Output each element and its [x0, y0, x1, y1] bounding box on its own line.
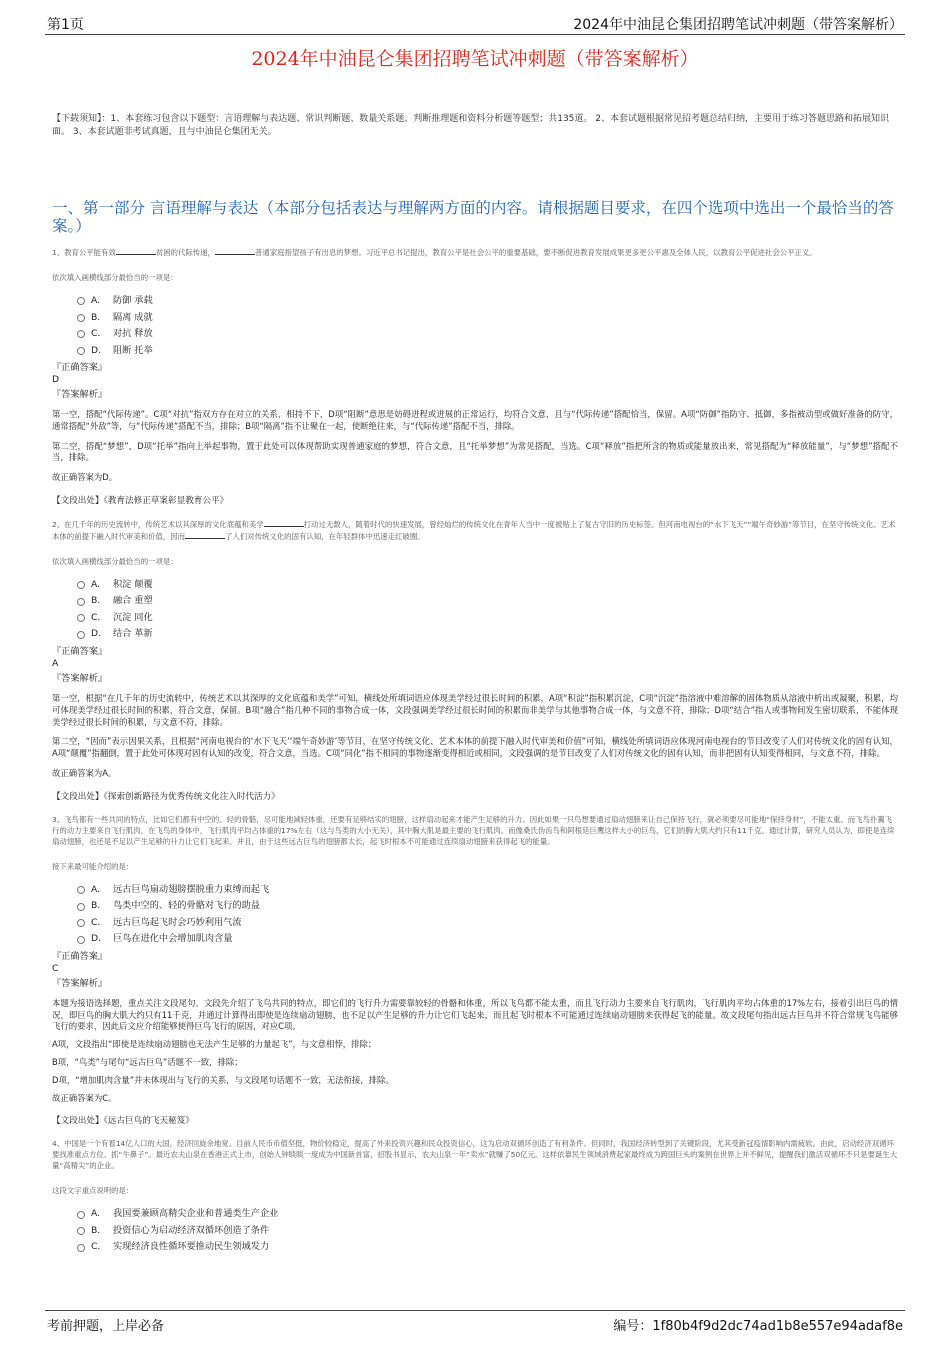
question-4 — [52, 1138, 898, 1256]
option-list — [77, 293, 898, 359]
fill-blank — [215, 246, 255, 255]
option-d[interactable] — [77, 626, 898, 643]
option-text: 我国要兼顾高精尖企业和普通类生产企业 — [113, 1208, 279, 1220]
question-prompt: 这段文字重点说明的是： — [52, 1186, 134, 1196]
option-c[interactable] — [77, 1239, 898, 1256]
option-text: 远古巨鸟扇动翅膀摆脱重力束缚而起飞 — [113, 883, 270, 895]
analysis-label: 『答案解析』 — [52, 977, 108, 989]
fill-blank — [185, 530, 225, 539]
question-stem: 3、飞鸟都有一些共同的特点，比如它们都有中空的、轻的骨骼，尽可能地减轻体重，还要有足够结实的翅膀，这样扇动起来才能产生足够的升力。因此如果一只鸟想要通过扇动翅膀来让自己保持飞行，就必须要尽可能地“保持身材”，不能太重。而飞鸟扑翼飞行的动力主要来自飞行肌肉，在飞鸟的身体中，飞行肌肉平均占体重的17%左右（这与鸟类的大小无关），其中胸大肌是最主要的飞行肌肉。而像桑氏伪齿鸟和阿根廷巨鹰这样大小的巨鸟，它们的胸大肌大约只有11千克。通过计算，研究人员认为，即使是连续扇动翅膀，也还是不足以产生足够的升力让它们飞起来。并且，由于这些远古巨鸟的翅膀都太长，起飞时根本不可能通过连续扇动翅膀来获得起飞的能量。 — [52, 814, 895, 846]
option-text: 实现经济良性循环要推动民生领域发力 — [113, 1241, 270, 1253]
option-letter: B. — [91, 900, 101, 912]
question-prompt: 依次填入画横线部分最恰当的一项是： — [52, 273, 178, 282]
option-list — [77, 577, 898, 643]
option-c[interactable] — [77, 326, 898, 343]
radio-icon[interactable] — [77, 581, 85, 589]
source-citation: 【文段出处】《远古巨鸟的飞天秘笈》 — [52, 1116, 194, 1127]
fill-blank — [116, 246, 156, 255]
radio-icon[interactable] — [77, 919, 85, 927]
radio-icon[interactable] — [77, 1244, 85, 1252]
analysis-paragraph: 故正确答案为A。 — [52, 767, 117, 778]
option-text: 沉淀 同化 — [113, 611, 153, 623]
option-letter: A. — [91, 295, 101, 306]
analysis-paragraph: 第一空，根据“在几千年的历史流转中，传统艺术以其深厚的文化底蕴和美学”可知，横线处所填词语应体现美学经过很长时间的积累，A项“积淀”指积累沉淀，C项“沉淀”指溶液中难溶解的固体物质从溶液中析出或凝聚，积累，均可体现美学经过很长时间的积累，符合文意，保留。B项“融合”指几种不同的事物合成一体，文段强调美学经过很长时间的积累而非美学与其他事物合成一体，与文意不符，排除；D项“结合”指人或事物间发生密切联系，不能体现美学经过很长时间的积累，与文意不符，排除。 — [52, 692, 898, 727]
option-b[interactable] — [77, 310, 898, 327]
correct-answer: C — [52, 962, 59, 974]
analysis-paragraph: B项，“鸟类”与尾句“远古巨鸟”话题不一致，排除； — [52, 1056, 243, 1067]
page-footer — [45, 1310, 905, 1333]
radio-icon[interactable] — [77, 631, 85, 639]
document-title: 2024年中油昆仑集团招聘笔试冲刺题（带答案解析） — [251, 48, 699, 70]
stem-part: 打动过无数人，随着时代的快速发展，曾经灿烂的传统文化在青年人当中一度被贴上了复古守旧的历史标签。但河南电视台的“水下飞天”“端午奇妙游”等节目，在坚守传统文化、艺术本体的前提下融入时代审美和价值，因而 — [52, 519, 896, 541]
stem-part: 了人们对传统文化的固有认知，在年轻群体中迅速走红破圈。 — [225, 531, 425, 541]
question-prompt: 接下来最可能介绍的是： — [52, 861, 134, 871]
source-citation: 【文段出处】《探索创新路径为优秀传统文化注入时代活力》 — [52, 791, 280, 802]
option-a[interactable] — [77, 293, 898, 310]
option-text: 隔离 成就 — [113, 311, 153, 323]
analysis-paragraph: A项，文段指出“即使是连续扇动翅膀也无法产生足够的力量起飞”，与文意相悖，排除； — [52, 1039, 377, 1050]
stem-part: 1、教育公平能有效 — [52, 248, 116, 257]
option-letter: C. — [91, 1241, 101, 1253]
option-text: 投资信心为启动经济双循环创造了条件 — [113, 1224, 270, 1236]
option-letter: B. — [91, 595, 101, 607]
option-letter: A. — [91, 1208, 101, 1220]
option-letter: C. — [91, 916, 101, 928]
correct-answer-label: 『正确答案』 — [52, 950, 108, 962]
radio-icon[interactable] — [77, 598, 85, 606]
source-citation: 【文段出处】《教育法修正草案彰显教育公平》 — [52, 495, 229, 506]
option-list — [77, 1206, 898, 1256]
option-text: 巨鸟在进化中会增加肌肉含量 — [113, 933, 233, 945]
analysis-label: 『答案解析』 — [52, 389, 108, 400]
download-notice: 【下载须知】：1、本套练习包含以下题型：言语理解与表达题、常识判断题、数量关系题、判断推理题和资料分析题等题型；共135道。 2、本套试题根据常见招考题总结归纳，主要用于练习答题思路和拓展知识面。 3、本套试题非考试真题，且与中油昆仑集团无关。 — [52, 114, 889, 137]
header-doc-title: 2024年中油昆仑集团招聘笔试冲刺题（带答案解析） — [573, 17, 903, 33]
option-text: 防御 承载 — [113, 295, 153, 306]
page-number: 第1页 — [47, 17, 84, 33]
stem-part: 贫困的代际传递， — [155, 248, 215, 257]
analysis-paragraph: 第二空，“因而”表示因果关系，且根据“河南电视台的‘水下飞天’‘端午奇妙游’等节目，在坚守传统文化、艺术本体的前提下融入时代审美和价值”可知，横线处所填词语应体现河南电视台的节目改变了人们对传统文化的固有认知，A项“颠覆”指翻倒，置于此处可体现对固有认知的改变，符合文意，当选。C项“同化”指不相同的事物逐渐变得相近或相同，文段强调的是节目改变了人们对传统文化的固有认知，而非把固有认知变得相同，与文意不符，排除。 — [52, 736, 898, 759]
option-text: 远古巨鸟起飞时会巧妙利用气流 — [113, 916, 242, 928]
option-letter: D. — [91, 628, 101, 640]
option-a[interactable] — [77, 577, 898, 594]
option-letter: B. — [91, 311, 101, 323]
correct-answer-label: 『正确答案』 — [52, 362, 108, 373]
question-prompt: 依次填入画横线部分最恰当的一项是： — [52, 556, 178, 566]
option-d[interactable] — [77, 931, 898, 948]
option-c[interactable] — [77, 610, 898, 627]
analysis-paragraph: 故正确答案为C。 — [52, 1092, 117, 1103]
page-header — [45, 10, 905, 35]
option-text: 阻断 托举 — [113, 344, 153, 356]
stem-part: 2、在几千年的历史流转中，传统艺术以其深厚的文化底蕴和美学 — [52, 519, 264, 529]
option-letter: C. — [91, 328, 101, 339]
option-letter: C. — [91, 611, 101, 623]
analysis-paragraph: 第一空，搭配“代际传递”。C项“对抗”指双方存在对立的关系，相持不下，D项“阻断”意思是妨碍进程或进展的正常运行，均符合文意，且与“代际传递”搭配恰当，保留。A项“防御”指防守、抵御，多指被动型或做好准备的防守，通常搭配“外敌”等，与“代际传递”搭配不当，排除；B项“隔离”指不让聚在一起，使断绝往来，与“代际传递”搭配不当，排除。 — [52, 409, 898, 431]
analysis-paragraph: 本题为接语选择题，重点关注文段尾句。文段先介绍了飞鸟共同的特点，即它们的飞行升力需要靠较轻的骨骼和体重，所以飞鸟都不能太重，而且飞行动力主要来自飞行肌肉，飞行肌肉平均占体重的17%左右，接着引出巨鸟的情况，即巨鸟的胸大肌大约只有11千克，并通过计算得出即使是连续扇动翅膀，也不足以产生足够的升力让它们飞起来，而且起飞时根本不可能通过连续扇动翅膀来获得起飞的能量。故文段尾句指出远古巨鸟并不符合常规飞鸟能够飞行的要求，因此后文应介绍能够使得巨鸟飞行的原因，对应C项。 — [52, 997, 898, 1032]
option-text: 对抗 释放 — [113, 328, 153, 339]
radio-icon[interactable] — [77, 1227, 85, 1235]
option-letter: D. — [91, 933, 101, 945]
option-d[interactable] — [77, 343, 898, 360]
option-c[interactable] — [77, 915, 898, 932]
radio-icon[interactable] — [77, 347, 85, 355]
stem-part: 普通家庭指望孩子有出息的梦想。习近平总书记提出，教育公平是社会公平的重要基础，要不断促进教育发展成果更多更公平惠及全体人民，以教育公平促进社会公平正义。 — [254, 248, 817, 257]
question-stem — [52, 518, 898, 542]
question-3 — [52, 814, 898, 1128]
option-letter: B. — [91, 1224, 101, 1236]
radio-icon[interactable] — [77, 886, 85, 894]
option-letter: D. — [91, 344, 101, 356]
option-text: 鸟类中空的、轻的骨骼对飞行的助益 — [113, 900, 260, 912]
fill-blank — [264, 518, 304, 527]
question-1 — [52, 246, 898, 507]
analysis-paragraph: 第二空，搭配“梦想”，D项“托举”指向上举起事物，置于此处可以体现帮助实现普通家庭的梦想，符合文意，且“托举梦想”为常见搭配，当选。C项“释放”指把所含的物质或能量放出来，常见搭配为“释放能量”，与“梦想”搭配不当，排除。 — [52, 440, 898, 463]
analysis-paragraph: 故正确答案为D。 — [52, 472, 118, 483]
correct-answer: A — [52, 657, 59, 669]
option-letter: A. — [91, 883, 101, 895]
question-stem: 4、中国是一个有着14亿人口的大国，经济回旋余地宽。目前人民币币值坚挺，物价较稳定，提高了外来投资兴趣和民众投资信心，这为启动双循环创造了有利条件。但同时，我国经济转型到了关键阶段，尤其受新冠疫情影响内需疲软。由此，启动经济双循环要找准重点方位、抓“牛鼻子”。最近农夫山泉在香港正式上市，创始人钟睒睒一度成为中国新首富，招股书显示，农夫山泉一年“卖水”就赚了50亿元。这样依靠民生领域消费起家最终成为跨国巨头的案例在世界上并不鲜见，提醒我们激活双循环不只是要诞生大量“高精尖”的企业。 — [52, 1139, 898, 1171]
option-a[interactable] — [77, 882, 898, 899]
footer-serial: 编号：1f80b4f9d2dc74ad1b8e557e94adaf8e — [613, 1319, 903, 1334]
radio-icon[interactable] — [77, 903, 85, 911]
option-text: 积淀 颠覆 — [113, 578, 153, 590]
radio-icon[interactable] — [77, 614, 85, 622]
option-b[interactable] — [77, 1223, 898, 1240]
option-list — [77, 882, 898, 948]
correct-answer-label: 『正确答案』 — [52, 645, 108, 657]
option-text: 融合 重塑 — [113, 595, 153, 607]
radio-icon[interactable] — [77, 297, 85, 305]
radio-icon[interactable] — [77, 314, 85, 322]
analysis-label: 『答案解析』 — [52, 672, 108, 684]
question-2 — [52, 518, 898, 803]
radio-icon[interactable] — [77, 936, 85, 944]
option-letter: A. — [91, 578, 101, 590]
analysis-paragraph: D项，“增加肌肉含量”并未体现出与飞行的关系，与文段尾句话题不一致，无法衔接，排除。 — [52, 1074, 394, 1085]
section-heading: 一、第一部分 言语理解与表达（本部分包括表达与理解两方面的内容。请根据题目要求，在四个选项中选出一个最恰当的答案。） — [52, 199, 894, 235]
option-b[interactable] — [77, 898, 898, 915]
question-stem — [52, 246, 898, 258]
correct-answer: D — [52, 374, 60, 385]
footer-slogan: 考前押题，上岸必备 — [47, 1319, 165, 1334]
option-text: 结合 革新 — [113, 628, 153, 640]
option-a[interactable] — [77, 1206, 898, 1223]
radio-icon[interactable] — [77, 1211, 85, 1219]
radio-icon[interactable] — [77, 330, 85, 338]
document-body — [52, 113, 898, 1256]
option-b[interactable] — [77, 593, 898, 610]
